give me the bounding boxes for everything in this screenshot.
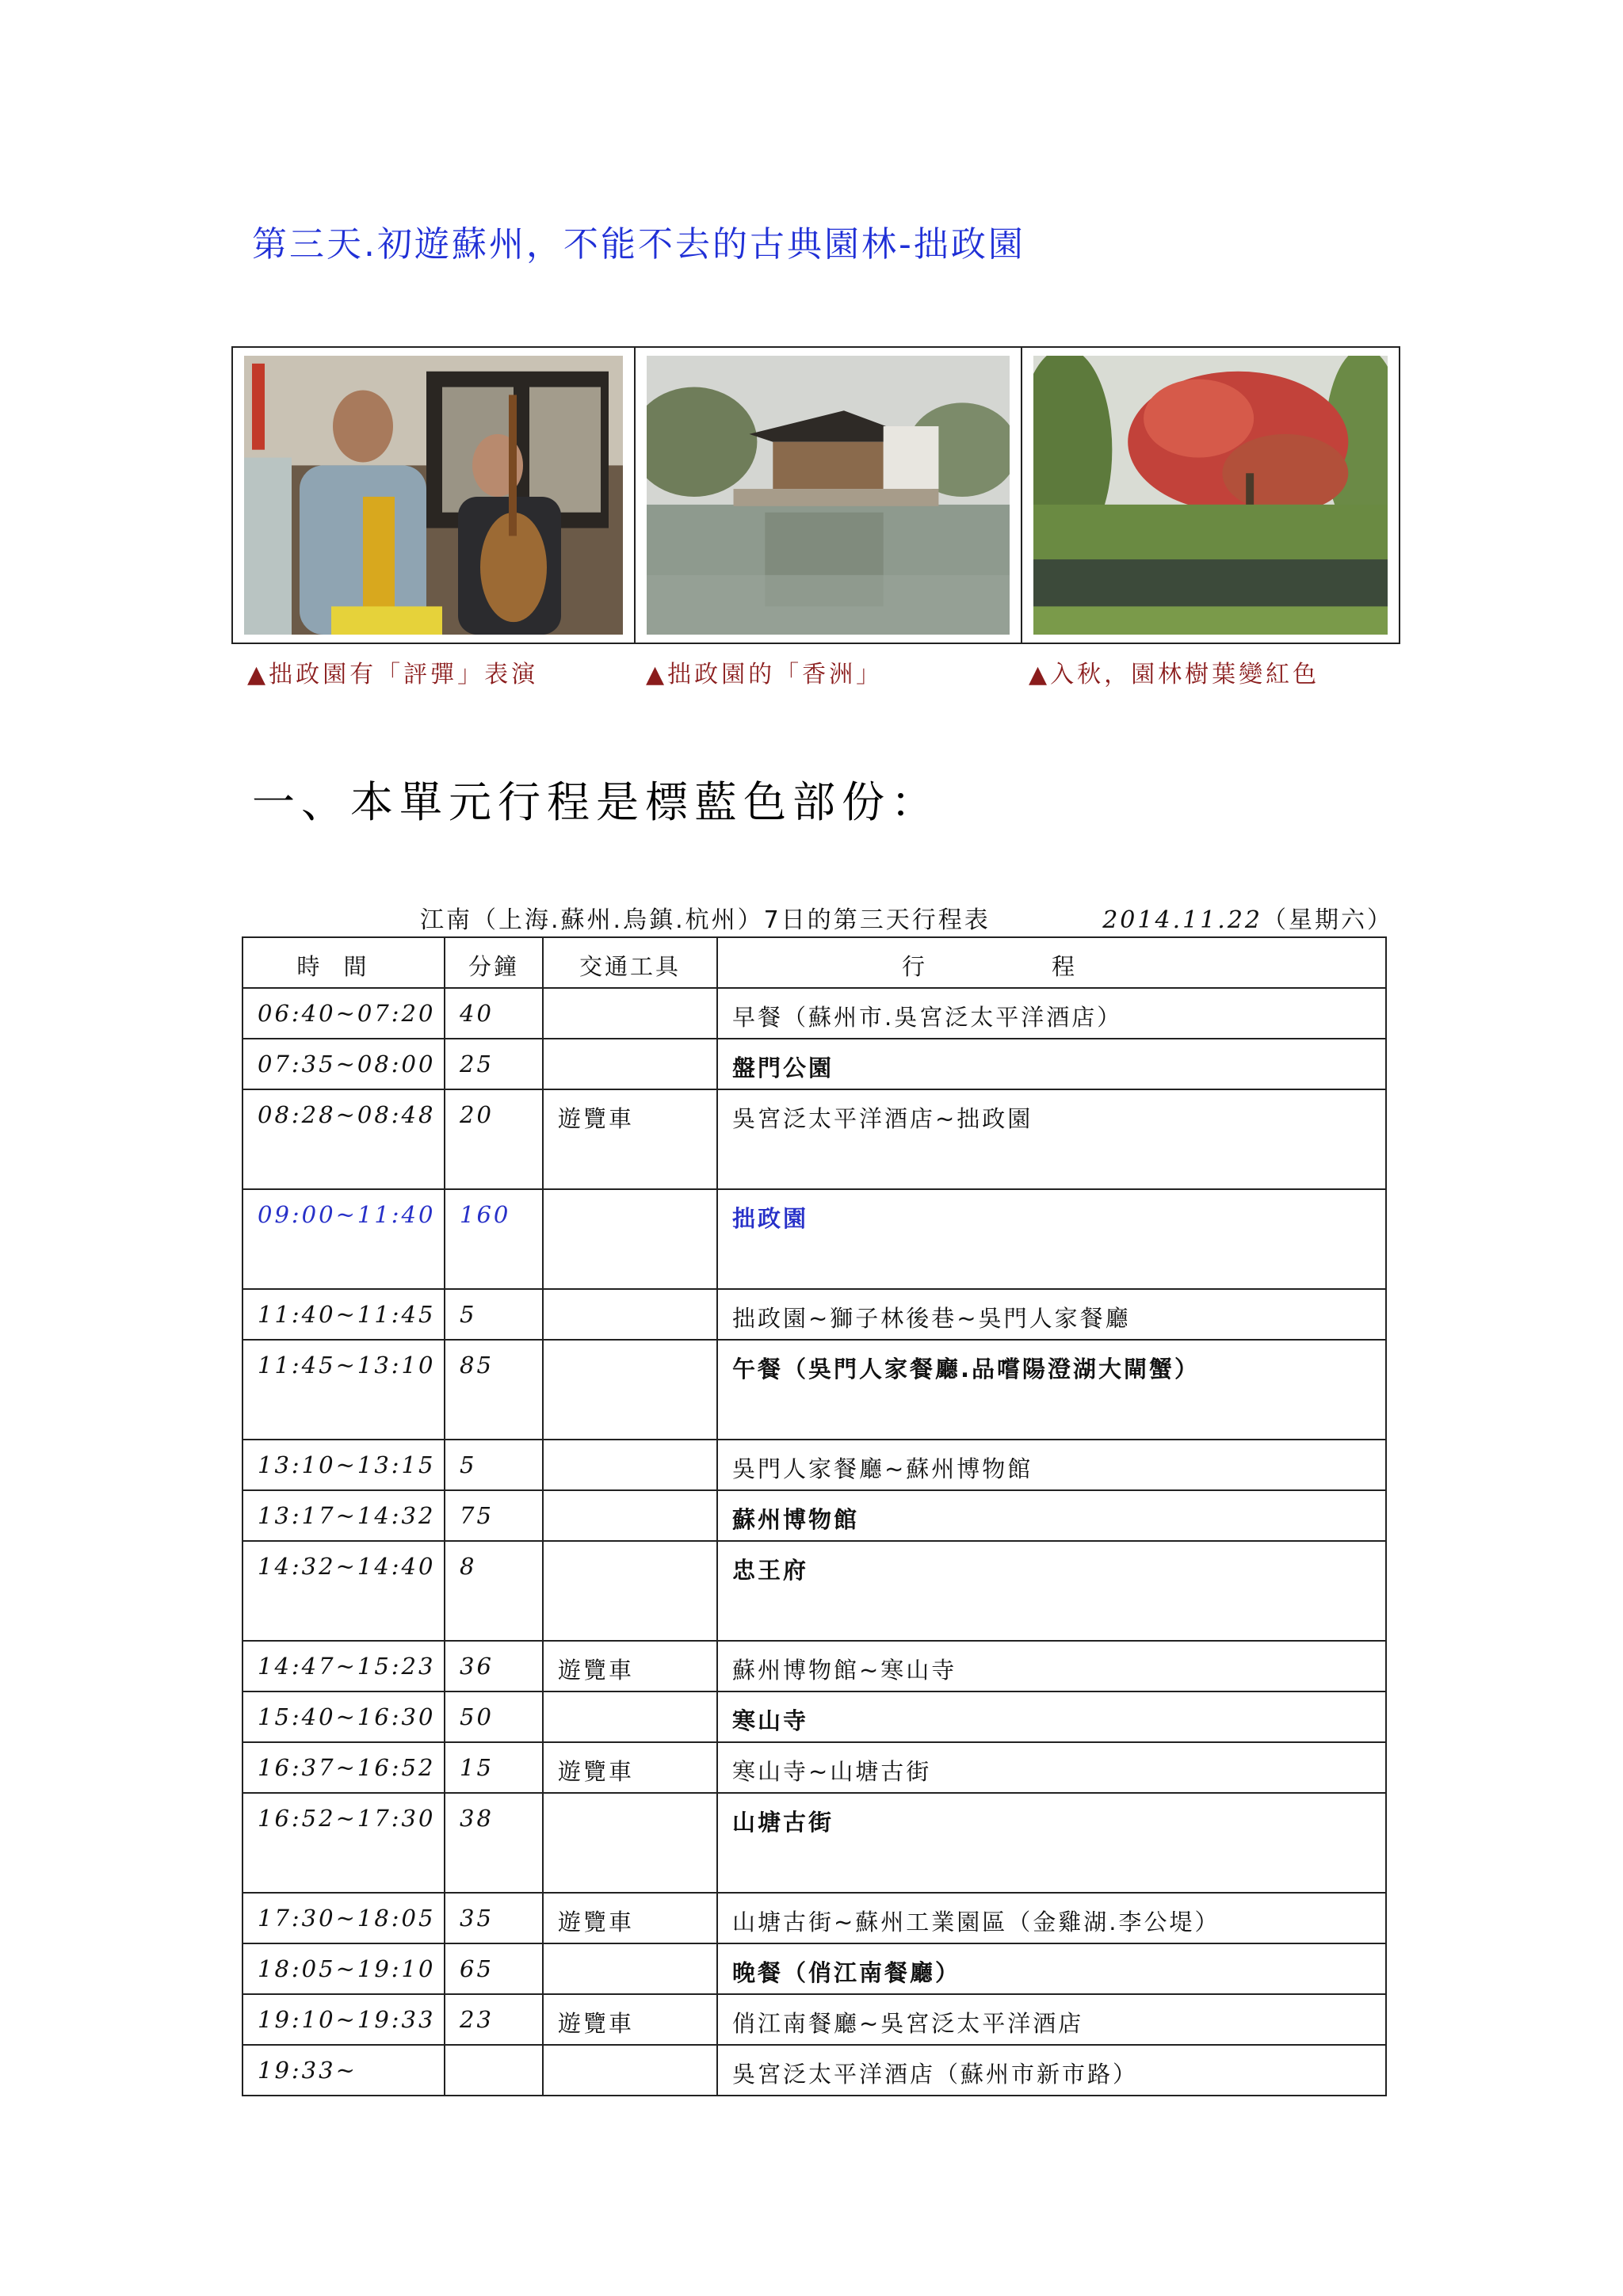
row-transport bbox=[543, 1440, 717, 1490]
row-itinerary: 早餐（蘇州市.吳宮泛太平洋酒店） bbox=[717, 988, 1386, 1039]
row-transport bbox=[543, 1189, 717, 1289]
photo-cell-pingtan bbox=[233, 348, 634, 643]
row-minutes: 23 bbox=[445, 1994, 543, 2045]
row-time: 15:40~16:30 bbox=[242, 1691, 445, 1742]
row-itinerary: 盤門公園 bbox=[717, 1039, 1386, 1089]
table-row bbox=[242, 1641, 1386, 1691]
row-itinerary: 午餐（吳門人家餐廳.品嚐陽澄湖大閘蟹） bbox=[717, 1340, 1386, 1440]
table-row-highlighted bbox=[242, 1189, 1386, 1289]
row-time: 18:05~19:10 bbox=[242, 1943, 445, 1994]
table-date bbox=[1102, 900, 1393, 935]
row-minutes: 85 bbox=[445, 1340, 543, 1440]
table-row bbox=[242, 1994, 1386, 2045]
table-weekday: （星期六） bbox=[1262, 906, 1393, 934]
row-minutes: 5 bbox=[445, 1289, 543, 1340]
row-itinerary: 山塘古街~蘇州工業園區（金雞湖.李公堤） bbox=[717, 1893, 1386, 1943]
row-itinerary: 蘇州博物館~寒山寺 bbox=[717, 1641, 1386, 1691]
itinerary-table bbox=[242, 936, 1387, 2096]
row-transport bbox=[543, 1340, 717, 1440]
row-minutes: 38 bbox=[445, 1793, 543, 1893]
row-time: 07:35~08:00 bbox=[242, 1039, 445, 1089]
table-row bbox=[242, 1893, 1386, 1943]
row-transport bbox=[543, 988, 717, 1039]
row-minutes: 35 bbox=[445, 1893, 543, 1943]
row-itinerary: 蘇州博物館 bbox=[717, 1490, 1386, 1541]
row-itinerary: 忠王府 bbox=[717, 1541, 1386, 1641]
table-row bbox=[242, 1039, 1386, 1089]
row-transport bbox=[543, 1793, 717, 1893]
table-row bbox=[242, 1490, 1386, 1541]
header-time: 時間 bbox=[242, 937, 445, 988]
row-time: 11:40~11:45 bbox=[242, 1289, 445, 1340]
row-transport bbox=[543, 1039, 717, 1089]
photo-cell-autumn bbox=[1021, 348, 1399, 643]
photo-caption-autumn: ▲入秋，園林樹葉變紅色 bbox=[1029, 661, 1320, 688]
section-heading: 一、本單元行程是標藍色部份： bbox=[252, 777, 940, 827]
photo-caption-xiangzhou: ▲拙政園的「香洲」 bbox=[646, 661, 884, 688]
table-row bbox=[242, 1943, 1386, 1994]
row-transport bbox=[543, 1541, 717, 1641]
row-transport: 遊覽車 bbox=[543, 1742, 717, 1793]
row-minutes bbox=[445, 2045, 543, 2096]
table-caption: 江南（上海.蘇州.烏鎮.杭州）7日的第三天行程表 bbox=[420, 906, 991, 934]
row-itinerary: 吳宮泛太平洋酒店~拙政園 bbox=[717, 1089, 1386, 1189]
photo-cell-xiangzhou bbox=[634, 348, 1021, 643]
row-itinerary: 山塘古街 bbox=[717, 1793, 1386, 1893]
row-time: 13:10~13:15 bbox=[242, 1440, 445, 1490]
row-transport bbox=[543, 1490, 717, 1541]
row-time: 11:45~13:10 bbox=[242, 1340, 445, 1440]
row-transport bbox=[543, 2045, 717, 2096]
row-itinerary: 吳宮泛太平洋酒店（蘇州市新市路） bbox=[717, 2045, 1386, 2096]
row-itinerary: 拙政園~獅子林後巷~吳門人家餐廳 bbox=[717, 1289, 1386, 1340]
row-time: 14:47~15:23 bbox=[242, 1641, 445, 1691]
table-header-row bbox=[242, 937, 1386, 988]
row-minutes: 25 bbox=[445, 1039, 543, 1089]
table-row bbox=[242, 1440, 1386, 1490]
row-time: 16:52~17:30 bbox=[242, 1793, 445, 1893]
row-time: 16:37~16:52 bbox=[242, 1742, 445, 1793]
row-transport bbox=[543, 1943, 717, 1994]
table-date-value: 2014.11.22 bbox=[1102, 906, 1262, 934]
row-minutes: 20 bbox=[445, 1089, 543, 1189]
row-minutes: 8 bbox=[445, 1541, 543, 1641]
row-itinerary: 拙政園 bbox=[717, 1189, 1386, 1289]
row-time: 09:00~11:40 bbox=[242, 1189, 445, 1289]
row-itinerary: 吳門人家餐廳~蘇州博物館 bbox=[717, 1440, 1386, 1490]
row-transport: 遊覽車 bbox=[543, 1641, 717, 1691]
row-time: 19:10~19:33 bbox=[242, 1994, 445, 2045]
row-transport: 遊覽車 bbox=[543, 1089, 717, 1189]
table-row bbox=[242, 1541, 1386, 1641]
table-row bbox=[242, 1089, 1386, 1189]
row-itinerary: 寒山寺 bbox=[717, 1691, 1386, 1742]
row-transport: 遊覽車 bbox=[543, 1893, 717, 1943]
row-time: 06:40~07:20 bbox=[242, 988, 445, 1039]
pingtan-performance-photo bbox=[244, 356, 623, 635]
photo-caption-pingtan: ▲拙政園有「評彈」表演 bbox=[247, 661, 539, 688]
row-minutes: 50 bbox=[445, 1691, 543, 1742]
autumn-red-tree-photo bbox=[1033, 356, 1388, 635]
table-row bbox=[242, 1691, 1386, 1742]
row-time: 17:30~18:05 bbox=[242, 1893, 445, 1943]
row-transport bbox=[543, 1289, 717, 1340]
table-row bbox=[242, 988, 1386, 1039]
row-minutes: 75 bbox=[445, 1490, 543, 1541]
row-minutes: 40 bbox=[445, 988, 543, 1039]
photo-strip bbox=[231, 346, 1400, 644]
table-row bbox=[242, 1289, 1386, 1340]
row-minutes: 36 bbox=[445, 1641, 543, 1691]
row-transport: 遊覽車 bbox=[543, 1994, 717, 2045]
row-minutes: 65 bbox=[445, 1943, 543, 1994]
row-itinerary: 晚餐（俏江南餐廳） bbox=[717, 1943, 1386, 1994]
row-time: 08:28~08:48 bbox=[242, 1089, 445, 1189]
row-time: 13:17~14:32 bbox=[242, 1490, 445, 1541]
row-minutes: 15 bbox=[445, 1742, 543, 1793]
header-transport: 交通工具 bbox=[543, 937, 717, 988]
row-time: 19:33~ bbox=[242, 2045, 445, 2096]
header-minutes: 分鐘 bbox=[445, 937, 543, 988]
table-row bbox=[242, 2045, 1386, 2096]
page-title: 第三天.初遊蘇州，不能不去的古典園林-拙政園 bbox=[252, 224, 1025, 265]
table-row bbox=[242, 1742, 1386, 1793]
table-row bbox=[242, 1340, 1386, 1440]
row-itinerary: 俏江南餐廳~吳宮泛太平洋酒店 bbox=[717, 1994, 1386, 2045]
row-minutes: 5 bbox=[445, 1440, 543, 1490]
row-time: 14:32~14:40 bbox=[242, 1541, 445, 1641]
row-itinerary: 寒山寺~山塘古街 bbox=[717, 1742, 1386, 1793]
row-minutes: 160 bbox=[445, 1189, 543, 1289]
table-row bbox=[242, 1793, 1386, 1893]
header-itinerary: 行程 bbox=[717, 937, 1386, 988]
xiangzhou-pavilion-photo bbox=[647, 356, 1010, 635]
row-transport bbox=[543, 1691, 717, 1742]
